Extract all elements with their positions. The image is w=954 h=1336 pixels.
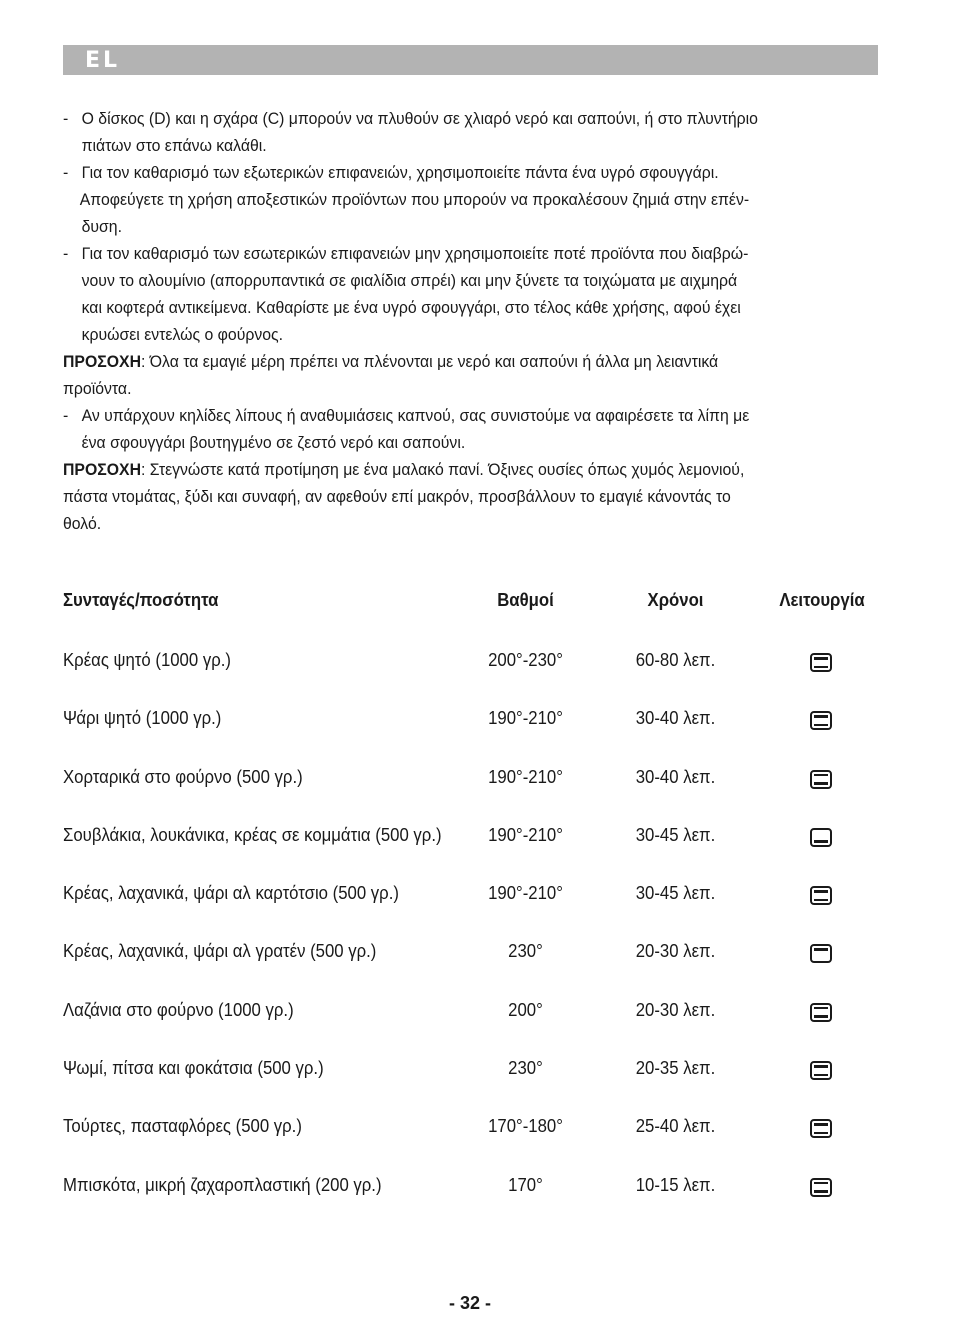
language-code: EL [85, 48, 121, 73]
temperature-cell: 230° [508, 941, 543, 962]
bottom-element-mark [814, 1074, 828, 1077]
text-line: Για τον καθαρισμό των εσωτερικών επιφανειών μην χρησιμοποιείτε ποτέ προϊόντα που διαβρώ- [81, 244, 749, 263]
table-row [63, 1114, 878, 1172]
recipe-cell: Λαζάνια στο φούρνο (1000 γρ.) [63, 999, 294, 1020]
page-number: - 32 - [448, 1293, 491, 1313]
oven-top-bottom-icon [810, 653, 832, 672]
list-item [63, 402, 821, 456]
recipe-cell: Κρέας, λαχανικά, ψάρι αλ γρατέν (500 γρ.) [63, 941, 377, 962]
bottom-element-mark [814, 840, 828, 843]
bottom-element-mark [814, 1015, 828, 1018]
language-header-bar [63, 45, 878, 75]
list-item [63, 159, 821, 186]
temperature-cell: 170° [508, 1174, 543, 1195]
bottom-element-mark [814, 724, 828, 727]
column-header-time: Χρόνοι [647, 590, 704, 610]
bottom-element-mark [814, 899, 828, 902]
text-line: Αν υπάρχουν κηλίδες λίπους ή αναθυμιάσεις καπνού, σας συνιστούμε να αφαιρέσετε τα λίπη με [81, 406, 750, 425]
time-cell: 30-45 λεπ. [635, 883, 716, 904]
top-element-mark [814, 774, 828, 777]
time-cell: 30-45 λεπ. [635, 824, 716, 845]
table-row [63, 881, 878, 939]
text-line: Ο δίσκος (D) και η σχάρα (C) μπορούν να πλυθούν σε χλιαρό νερό και σαπούνι, ή στο πλυντήριο [81, 109, 758, 128]
table-row [63, 765, 878, 823]
text-line: θολό. [63, 514, 102, 533]
temperature-cell: 190°-210° [488, 766, 563, 787]
text-line: Αποφεύγετε τη χρήση αποξεστικών προϊόντων που μπορούν να προκαλέσουν ζημιά στην επέν- [79, 190, 750, 209]
oven-top-bottom-icon [810, 711, 832, 730]
top-element-mark [814, 1007, 828, 1010]
oven-top-bottom-icon [810, 1061, 832, 1080]
top-element-mark [814, 657, 828, 660]
recipe-cell: Ψάρι ψητό (1000 γρ.) [63, 708, 222, 729]
text-line: : Στεγνώστε κατά προτίμηση με ένα μαλακό πανί. Όξινες ουσίες όπως χυμός λεμονιού, [141, 460, 745, 479]
table-row [63, 998, 878, 1056]
bottom-element-mark [814, 1132, 828, 1135]
list-item [63, 240, 821, 348]
recipe-cell: Χορταρικά στο φούρνο (500 γρ.) [63, 766, 303, 787]
top-element-mark [814, 1182, 828, 1185]
text-line: δυση. [81, 217, 122, 236]
oven-top-bottom-icon [810, 886, 832, 905]
oven-top-bottom-icon [810, 1003, 832, 1022]
oven-top-bottom-icon [810, 1119, 832, 1138]
top-element-mark [814, 715, 828, 718]
table-row [63, 1173, 878, 1231]
warning-note [63, 348, 821, 402]
temperature-cell: 170°-180° [488, 1116, 563, 1137]
time-cell: 60-80 λεπ. [635, 650, 716, 670]
bottom-element-mark [814, 782, 828, 785]
time-cell: 10-15 λεπ. [635, 1174, 716, 1195]
top-element-mark [814, 1123, 828, 1126]
top-element-mark [814, 948, 828, 951]
top-element-mark [814, 1065, 828, 1068]
temperature-cell: 200° [508, 999, 543, 1020]
recipe-cell: Ψωμί, πίτσα και φοκάτσια (500 γρ.) [63, 1058, 324, 1079]
text-line: : Όλα τα εμαγιέ μέρη πρέπει να πλένονται με νερό και σαπούνι ή άλλα μη λειαντικά [141, 352, 719, 371]
warning-note [63, 456, 821, 537]
warning-label: ΠΡΟΣΟΧΗ [63, 460, 142, 479]
text-line: πάστα ντομάτας, ξύδι και συναφή, αν αφεθούν επί μακρόν, προσβάλλουν το εμαγιέ κάνοντάς το [63, 487, 731, 506]
text-line: κρυώσει εντελώς ο φούρνος. [81, 325, 284, 344]
oven-top-bottom-icon [810, 1178, 832, 1197]
cleaning-instructions [63, 105, 821, 537]
text-line: νουν το αλουμίνιο (απορρυπαντικά σε φιαλίδια σπρέι) και μην ξύνετε τα τοιχώματα με αιχμηρά [81, 271, 738, 290]
time-cell: 30-40 λεπ. [635, 708, 716, 729]
table-row [63, 823, 878, 881]
list-item [63, 105, 821, 159]
table-row [63, 1056, 878, 1114]
warning-label: ΠΡΟΣΟΧΗ [63, 352, 142, 371]
text-line: Για τον καθαρισμό των εξωτερικών επιφανειών, χρησιμοποιείτε πάντα ένα υγρό σφουγγάρι. [81, 163, 719, 182]
time-cell: 25-40 λεπ. [635, 1116, 716, 1137]
temperature-cell: 190°-210° [488, 708, 563, 729]
bottom-element-mark [814, 666, 828, 669]
temperature-cell: 190°-210° [488, 824, 563, 845]
column-header-temperature: Βαθμοί [497, 590, 554, 610]
temperature-cell: 230° [508, 1058, 543, 1079]
top-element-mark [814, 890, 828, 893]
recipe-cell: Σουβλάκια, λουκάνικα, κρέας σε κομμάτια (500 γρ.) [63, 824, 442, 845]
bullet-dash: - [63, 163, 69, 182]
oven-top-icon [810, 944, 832, 963]
temperature-cell: 200°-230° [488, 650, 563, 670]
oven-bottom-icon [810, 828, 832, 847]
recipe-cell: Κρέας, λαχανικά, ψάρι αλ καρτότσιο (500 γρ.) [63, 883, 399, 904]
text-line: προϊόντα. [63, 379, 132, 398]
table-header-row [63, 590, 878, 648]
time-cell: 30-40 λεπ. [635, 766, 716, 787]
text-line: πιάτων στο επάνω καλάθι. [81, 136, 267, 155]
table-row [63, 648, 878, 706]
bullet-dash: - [63, 244, 69, 263]
bullet-dash: - [63, 406, 69, 425]
table-row [63, 706, 878, 764]
cooking-table [63, 590, 878, 1231]
time-cell: 20-30 λεπ. [635, 999, 716, 1020]
bottom-element-mark [814, 1190, 828, 1193]
text-line: και κοφτερά αντικείμενα. Καθαρίστε με ένα υγρό σφουγγάρι, στο τέλος κάθε χρήσης, αφού έχει [81, 298, 741, 317]
list-item-continuation [63, 186, 821, 240]
recipe-cell: Τούρτες, πασταφλόρες (500 γρ.) [63, 1116, 302, 1137]
column-header-function: Λειτουργία [779, 590, 865, 610]
temperature-cell: 190°-210° [488, 883, 563, 904]
table-row [63, 939, 878, 997]
recipe-cell: Κρέας ψητό (1000 γρ.) [63, 650, 231, 670]
oven-top-bottom-icon [810, 770, 832, 789]
column-header-recipe: Συνταγές/ποσότητα [63, 590, 219, 610]
bullet-dash: - [63, 109, 69, 128]
recipe-cell: Μπισκότα, μικρή ζαχαροπλαστική (200 γρ.) [63, 1174, 382, 1195]
time-cell: 20-30 λεπ. [635, 941, 716, 962]
text-line: ένα σφουγγάρι βουτηγμένο σε ζεστό νερό και σαπούνι. [81, 433, 466, 452]
time-cell: 20-35 λεπ. [635, 1058, 716, 1079]
